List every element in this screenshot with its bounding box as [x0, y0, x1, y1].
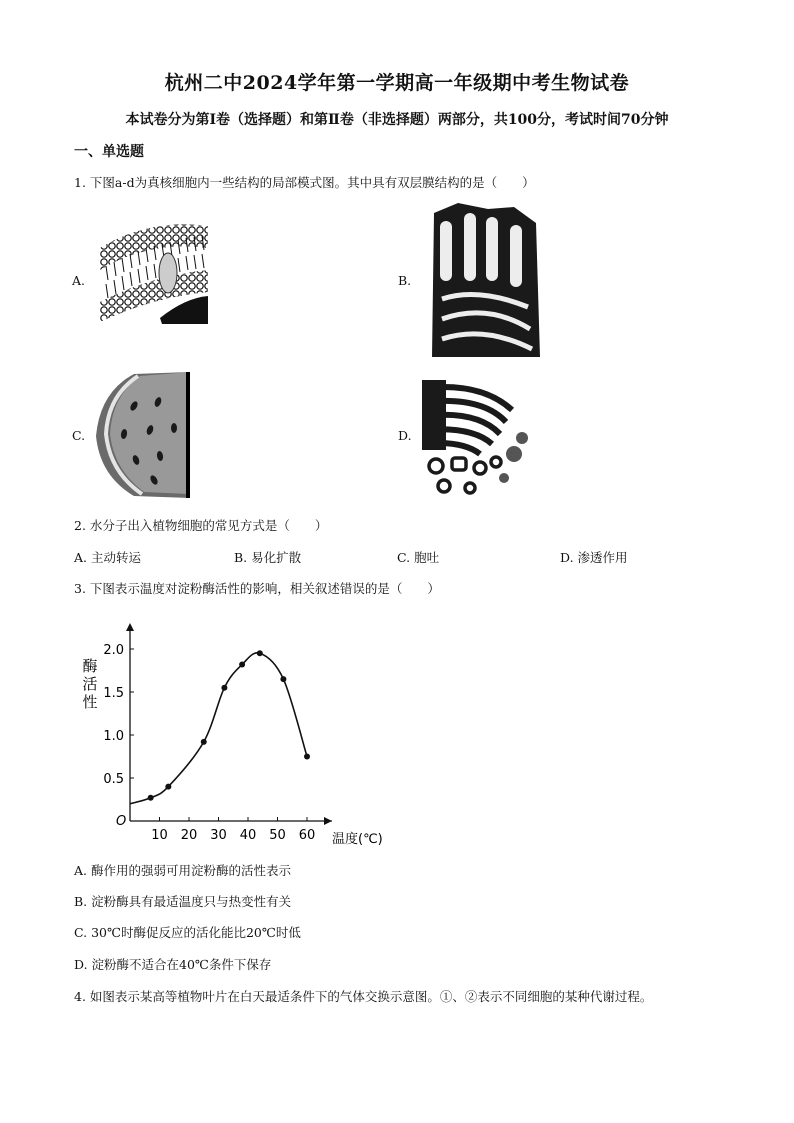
- q3-option-a[interactable]: A. 酶作用的强弱可用淀粉酶的活性表示: [74, 863, 291, 878]
- q1-option-a-label: A.: [72, 273, 86, 288]
- q3-option-c[interactable]: C. 30℃时酶促反应的活化能比20℃时低: [74, 925, 301, 940]
- nuclear-envelope-image: [94, 372, 190, 498]
- activity-curve: [130, 653, 307, 804]
- data-point: [165, 784, 171, 790]
- q2-option-b[interactable]: B. 易化扩散: [234, 550, 302, 565]
- mitochondria-image: [428, 203, 544, 357]
- question-3-stem: 3. 下图表示温度对淀粉酶活性的影响，相关叙述错误的是（ ）: [74, 581, 440, 596]
- x-tick-label: 30: [210, 828, 227, 843]
- y-tick-label: 2.0: [103, 643, 124, 658]
- data-point: [304, 754, 310, 760]
- q3-option-b[interactable]: B. 淀粉酶具有最适温度只与热变性有关: [74, 894, 292, 909]
- x-axis-label: 温度(℃): [332, 832, 383, 845]
- x-axis-arrow: [324, 817, 332, 825]
- q1-option-c-label: C.: [72, 428, 86, 443]
- origin-label: O: [116, 814, 127, 829]
- golgi-apparatus-image: [422, 380, 532, 498]
- x-tick-label: 40: [239, 828, 257, 843]
- x-tick-label: 50: [269, 828, 286, 843]
- question-2-stem: 2. 水分子出入植物细胞的常见方式是（ ）: [74, 518, 328, 533]
- data-point: [257, 650, 263, 656]
- exam-instructions: 本试卷分为第Ⅰ卷（选择题）和第Ⅱ卷（非选择题）两部分，共100分，考试时间70分钟: [125, 112, 669, 128]
- cell-membrane-image: [100, 218, 208, 336]
- q1-option-b-label: B.: [398, 273, 412, 288]
- data-point: [148, 795, 154, 801]
- x-tick-label: 20: [180, 828, 198, 843]
- data-point: [280, 676, 286, 682]
- y-tick-label: 0.5: [103, 772, 124, 787]
- y-axis-label-char: 性: [82, 693, 98, 711]
- y-tick-label: 1.0: [103, 729, 124, 744]
- y-axis-label-char: 活: [82, 675, 98, 693]
- y-tick-label: 1.5: [103, 686, 124, 701]
- section-heading: 一、单选题: [74, 144, 144, 160]
- y-axis-arrow: [126, 623, 134, 631]
- data-point: [239, 661, 245, 667]
- q3-option-d[interactable]: D. 淀粉酶不适合在40℃条件下保存: [74, 957, 272, 972]
- q1-option-d-label: D.: [398, 428, 412, 443]
- page-title: 杭州二中2024学年第一学期高一年级期中考生物试卷: [164, 72, 630, 94]
- data-point: [221, 685, 227, 691]
- x-tick-label: 60: [298, 828, 316, 843]
- enzyme-activity-chart: [78, 615, 398, 845]
- question-1-stem: 1. 下图a-d为真核细胞内一些结构的局部模式图。其中具有双层膜结构的是（ ）: [74, 175, 535, 190]
- q2-option-a[interactable]: A. 主动转运: [74, 550, 141, 565]
- question-4-stem: 4. 如图表示某高等植物叶片在白天最适条件下的气体交换示意图。①、②表示不同细胞的某种代谢过程。: [74, 989, 653, 1004]
- q2-option-d[interactable]: D. 渗透作用: [560, 550, 628, 565]
- x-tick-label: 10: [151, 828, 168, 843]
- q2-option-c[interactable]: C. 胞吐: [397, 550, 440, 565]
- y-axis-label-char: 酶: [82, 657, 98, 675]
- chart-svg: [78, 615, 398, 845]
- data-point: [201, 739, 207, 745]
